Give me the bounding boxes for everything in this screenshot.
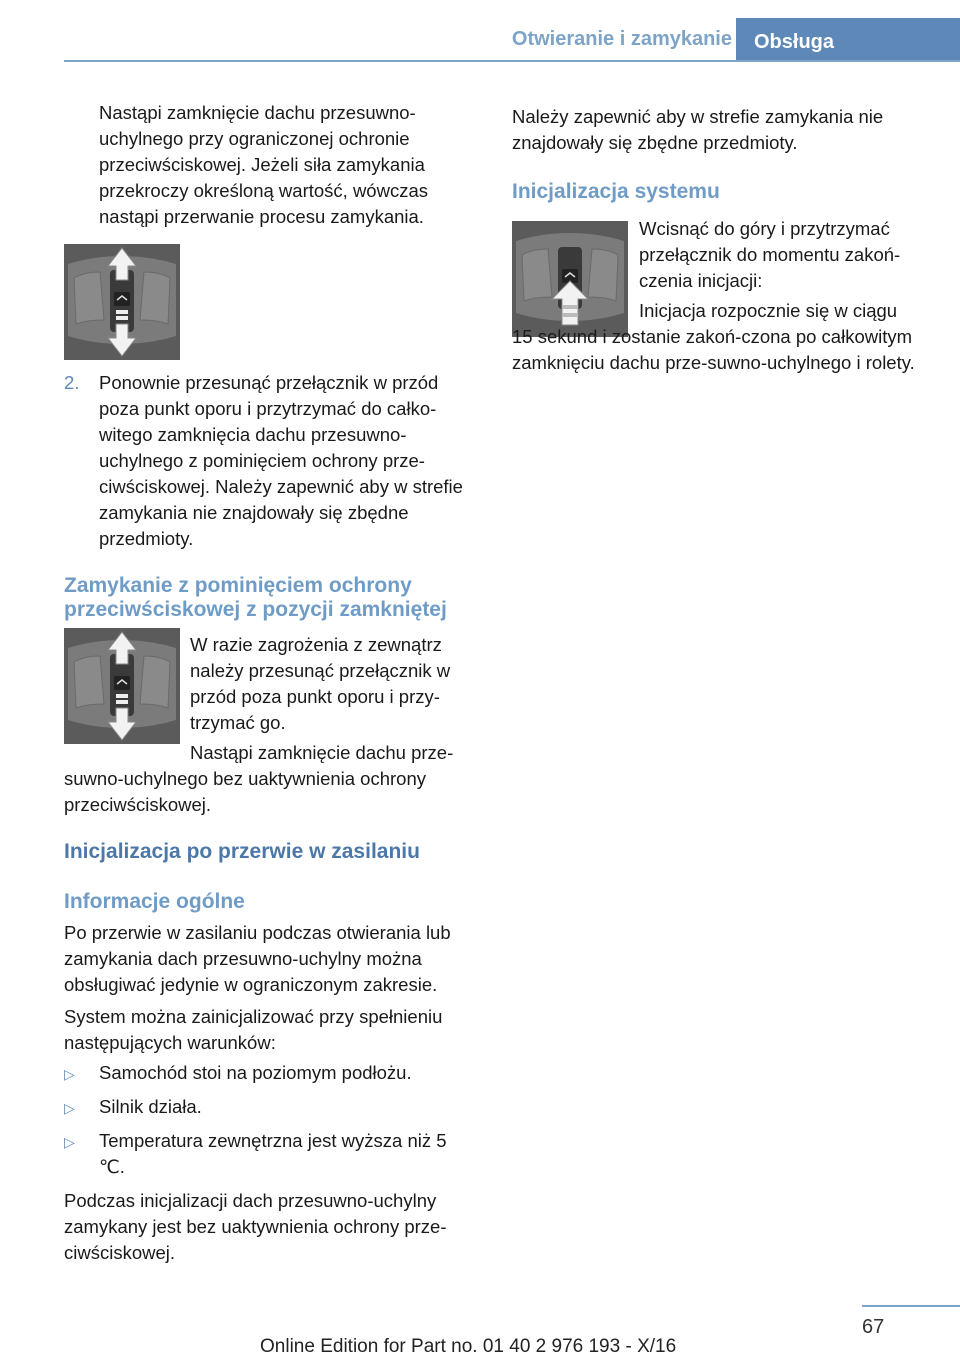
footer-rule [862, 1305, 960, 1307]
triangle-right-icon: ▷ [64, 1066, 75, 1082]
column2-top-paragraph: Należy zapewnić aby w strefie zamykania nie znajdowały się zbędne przedmioty. [512, 106, 884, 153]
general-paragraph-2: System można zainicjalizować przy spełnieniu następujących warunków: [64, 1006, 443, 1053]
header-rule [64, 60, 960, 62]
bypass-paragraph-1: W razie zagrożenia z zewnątrz należy przesunąć przełącznik w przód poza punkt oporu i przy-trzymać go. [190, 634, 451, 733]
bullet-item: Temperatura zewnętrzna jest wyższa niż 5 ℃. [99, 1130, 447, 1177]
running-header-section: Otwieranie i zamykanie [511, 28, 732, 50]
heading-general-info: Informacje ogólne [64, 890, 245, 913]
triangle-right-icon: ▷ [64, 1100, 75, 1116]
triangle-right-icon: ▷ [64, 1134, 75, 1150]
general-paragraph-3: Podczas inicjalizacji dach przesuwno-uchylny zamykany jest bez uaktywnienia ochrony prze-ciwściskowej. [64, 1190, 447, 1263]
roof-switch-image-push [64, 244, 180, 360]
bullet-item: Samochód stoi na poziomym podłożu. [99, 1062, 412, 1083]
step-2-text: Ponownie przesunąć przełącznik w przód poza punkt oporu i przytrzymać do całko-witego zamknięcia dachu przesuwno-uchylnego z pominięciem ochrony prze-ciwściskowej. Należy zapewnić aby w strefie zamykania nie znajdowały się zbędne przedmioty. [99, 372, 463, 549]
init-paragraph-1: Wcisnąć do góry i przytrzymać przełącznik do momentu zakoń-czenia inicjacji: [639, 218, 901, 291]
chapter-tab: Obsługa [736, 18, 960, 62]
roof-switch-image-bypass [64, 628, 180, 744]
edition-footer: Online Edition for Part no. 01 40 2 976 193 - X/16 [260, 1336, 677, 1357]
heading-system-init: Inicjalizacja systemu [512, 180, 720, 203]
heading-bypass-closing: Zamykanie z pominięciem ochrony przeciwściskowej z pozycji zamkniętej [64, 574, 447, 621]
bullet-item: Silnik działa. [99, 1096, 202, 1117]
heading-power-interruption: Inicjalizacja po przerwie w zasilaniu [64, 840, 420, 863]
page-number: 67 [862, 1316, 885, 1338]
step-number: 2. [64, 372, 80, 393]
general-paragraph-1: Po przerwie w zasilaniu podczas otwierania lub zamykania dach przesuwno-uchylny można obsługiwać jedynie w ograniczonym zakresie. [64, 922, 451, 995]
bypass-paragraph-2: Nastąpi zamknięcie dachu prze-suwno-uchylnego bez uaktywnienia ochrony przeciwściskowej. [64, 742, 454, 815]
init-paragraph-2: Inicjacja rozpocznie się w ciągu 15 sekund i zostanie zakoń-czona po całkowitym zamknięciu dachu prze-suwno-uchylnego i rolety. [512, 300, 915, 373]
intro-paragraph: Nastąpi zamknięcie dachu przesuwno-uchylnego przy ograniczonej ochronie przeciwściskowej. Jeżeli siła zamykania przekroczy określoną wartość, wówczas nastąpi przerwanie procesu zamykania. [99, 102, 428, 227]
